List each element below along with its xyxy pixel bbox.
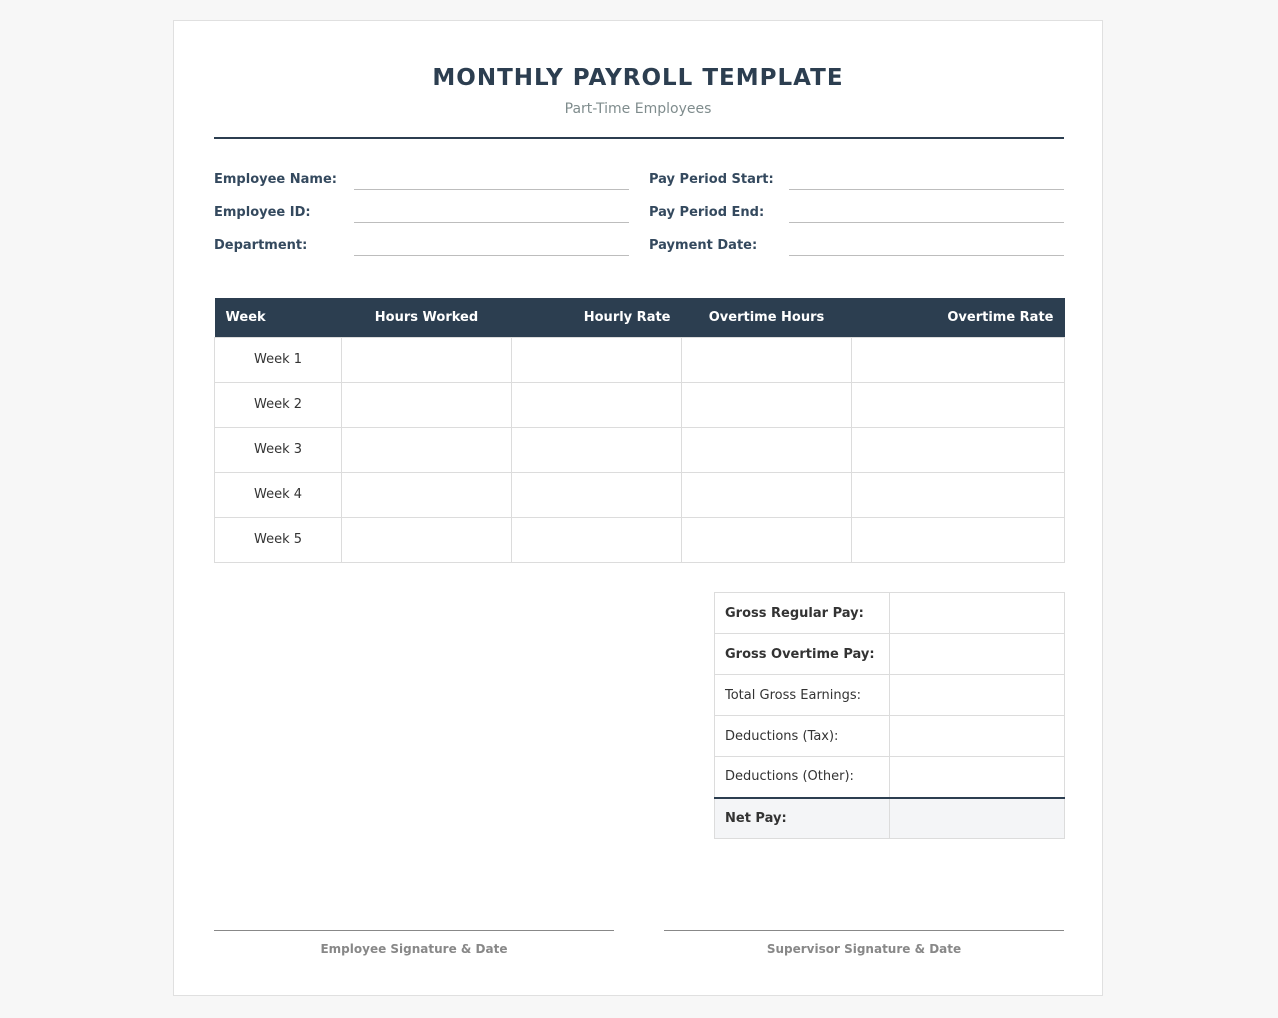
- total-gross-earnings-label: Total Gross Earnings:: [715, 675, 890, 716]
- payroll-sheet: [173, 20, 1103, 996]
- hourly-rate-cell[interactable]: [512, 382, 682, 427]
- summary-row: [715, 675, 1065, 716]
- hourly-rate-cell[interactable]: [512, 517, 682, 562]
- deductions-other-label: Deductions (Other):: [715, 757, 890, 798]
- gross-overtime-pay-label: Gross Overtime Pay:: [715, 634, 890, 675]
- overtime-hours-cell[interactable]: [682, 472, 852, 517]
- deductions-other-value[interactable]: [890, 757, 1065, 798]
- page-title: MONTHLY PAYROLL TEMPLATE: [432, 65, 844, 91]
- weekly-hours-table: [214, 298, 1065, 563]
- pay-summary-table: [714, 592, 1065, 839]
- week-label: Week 1: [215, 337, 342, 382]
- overtime-hours-cell[interactable]: [682, 427, 852, 472]
- deductions-tax-value[interactable]: [890, 716, 1065, 757]
- department-label: Department:: [214, 238, 308, 253]
- header-divider: [214, 137, 1064, 139]
- hourly-rate-cell[interactable]: [512, 472, 682, 517]
- overtime-rate-cell[interactable]: [852, 382, 1065, 427]
- column-header-overtime-rate: Overtime Rate: [852, 298, 1065, 337]
- table-row: [215, 517, 1065, 562]
- employee-id-label: Employee ID:: [214, 205, 311, 220]
- gross-overtime-pay-value[interactable]: [890, 634, 1065, 675]
- overtime-rate-cell[interactable]: [852, 517, 1065, 562]
- week-label: Week 5: [215, 517, 342, 562]
- supervisor-signature-line[interactable]: [664, 930, 1064, 931]
- pay-period-start-field[interactable]: [789, 189, 1064, 190]
- hourly-rate-cell[interactable]: [512, 337, 682, 382]
- overtime-hours-cell[interactable]: [682, 517, 852, 562]
- pay-period-end-label: Pay Period End:: [649, 205, 765, 220]
- hours-worked-cell[interactable]: [342, 517, 512, 562]
- overtime-hours-cell[interactable]: [682, 382, 852, 427]
- net-pay-row: [715, 798, 1065, 839]
- summary-row: [715, 716, 1065, 757]
- total-gross-earnings-value[interactable]: [890, 675, 1065, 716]
- column-header-hourly-rate: Hourly Rate: [512, 298, 682, 337]
- hourly-rate-cell[interactable]: [512, 427, 682, 472]
- supervisor-signature-label: Supervisor Signature & Date: [766, 942, 962, 956]
- payment-date-field[interactable]: [789, 255, 1064, 256]
- pay-period-end-field[interactable]: [789, 222, 1064, 223]
- overtime-rate-cell[interactable]: [852, 337, 1065, 382]
- table-row: [215, 382, 1065, 427]
- summary-row: [715, 634, 1065, 675]
- employee-name-field[interactable]: [354, 189, 629, 190]
- column-header-overtime-hours: Overtime Hours: [682, 298, 852, 337]
- employee-name-label: Employee Name:: [214, 172, 337, 187]
- hours-worked-cell[interactable]: [342, 427, 512, 472]
- summary-row: [715, 757, 1065, 798]
- table-row: [215, 427, 1065, 472]
- hours-worked-cell[interactable]: [342, 472, 512, 517]
- table-row: [215, 472, 1065, 517]
- gross-regular-pay-label: Gross Regular Pay:: [715, 593, 890, 634]
- week-label: Week 4: [215, 472, 342, 517]
- summary-row: [715, 593, 1065, 634]
- pay-period-start-label: Pay Period Start:: [649, 172, 774, 187]
- net-pay-value[interactable]: [890, 798, 1065, 839]
- week-label: Week 2: [215, 382, 342, 427]
- deductions-tax-label: Deductions (Tax):: [715, 716, 890, 757]
- payment-date-label: Payment Date:: [649, 238, 758, 253]
- column-header-week: Week: [215, 298, 342, 337]
- page-subtitle: Part-Time Employees: [564, 101, 712, 117]
- hours-worked-cell[interactable]: [342, 382, 512, 427]
- column-header-hours-worked: Hours Worked: [342, 298, 512, 337]
- week-label: Week 3: [215, 427, 342, 472]
- net-pay-label: Net Pay:: [715, 798, 890, 839]
- employee-signature-line[interactable]: [214, 930, 614, 931]
- overtime-rate-cell[interactable]: [852, 427, 1065, 472]
- employee-signature-label: Employee Signature & Date: [320, 942, 508, 956]
- department-field[interactable]: [354, 255, 629, 256]
- overtime-hours-cell[interactable]: [682, 337, 852, 382]
- hours-worked-cell[interactable]: [342, 337, 512, 382]
- gross-regular-pay-value[interactable]: [890, 593, 1065, 634]
- table-header-row: [215, 298, 1065, 337]
- table-row: [215, 337, 1065, 382]
- overtime-rate-cell[interactable]: [852, 472, 1065, 517]
- employee-id-field[interactable]: [354, 222, 629, 223]
